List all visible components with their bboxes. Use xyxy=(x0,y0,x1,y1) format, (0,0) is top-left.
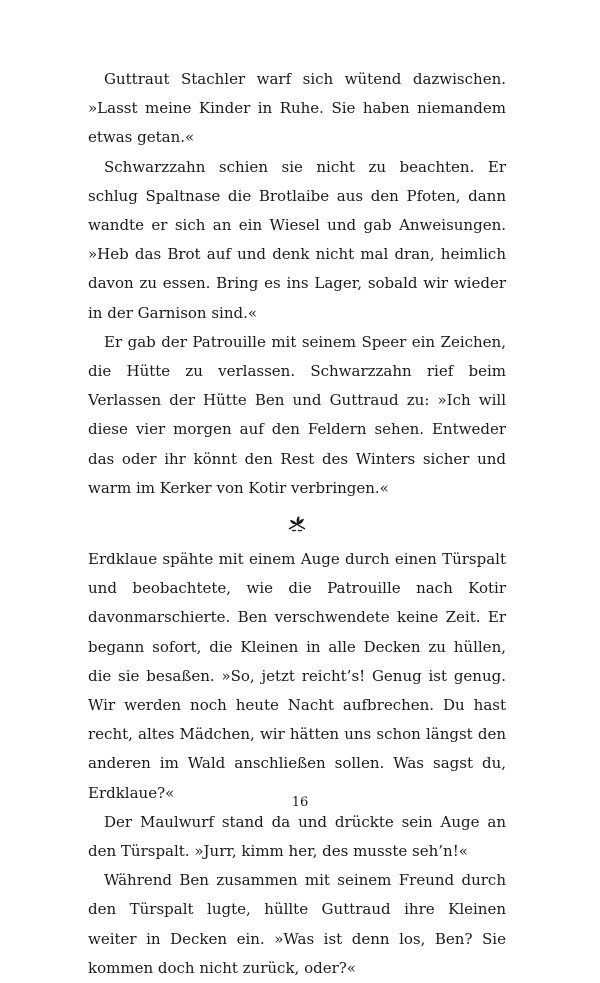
paragraph: Schwarzzahn schien sie nicht zu beachten. Er schlug Spaltnase die Brotlaibe aus den Pfoten, dann wandte er sich an ein Wiesel und gab Anweisungen. »Heb das Brot auf und denk nicht mal dran, heimlich davon zu essen. Bring es ins Lager, sobald wir wieder in der Garnison sind.« xyxy=(88,157,506,322)
paragraph: Guttraut Stachler warf sich wütend dazwischen. »Lasst meine Kinder in Ruhe. Sie haben niemandem etwas getan.« xyxy=(88,70,506,147)
body-text xyxy=(88,65,506,983)
paragraph: Während Ben zusammen mit seinem Freund durch den Türspalt lugte, hüllte Guttraud ihre Kleinen weiter in Decken ein. »Was ist denn los, Ben? Sie kommen doch nicht zurück, oder?« xyxy=(88,871,506,977)
leaf-ornament-icon xyxy=(287,515,307,533)
paragraph: Er gab der Patrouille mit seinem Speer ein Zeichen, die Hütte zu verlassen. Schwarzzahn rief beim Verlassen der Hütte Ben und Guttraud zu: »Ich will diese vier morgen auf den Feldern sehen. Entweder das oder ihr könnt den Rest des Winters sicher und warm im Kerker von Kotir verbringen.« xyxy=(88,332,506,497)
paragraph: Der Maulwurf stand da und drückte sein Auge an den Türspalt. »Jurr, kimm her, des musste seh’n!« xyxy=(88,812,506,861)
page-number: 16 xyxy=(291,795,309,810)
paragraph: Erdklaue spähte mit einem Auge durch einen Türspalt und beobachtete, wie die Patrouille nach Kotir davonmarschierte. Ben verschwendete keine Zeit. Er begann sofort, die Kleinen in alle Decken zu hüllen, die sie besaßen. »So, jetzt reicht’s! Genug ist genug. Wir werden noch heute Nacht aufbrechen. Du hast recht, altes Mädchen, wir hätten uns schon längst den anderen im Wald anschließen sollen. Was sagst du, Erdklaue?« xyxy=(88,550,506,802)
section-break xyxy=(88,503,506,545)
